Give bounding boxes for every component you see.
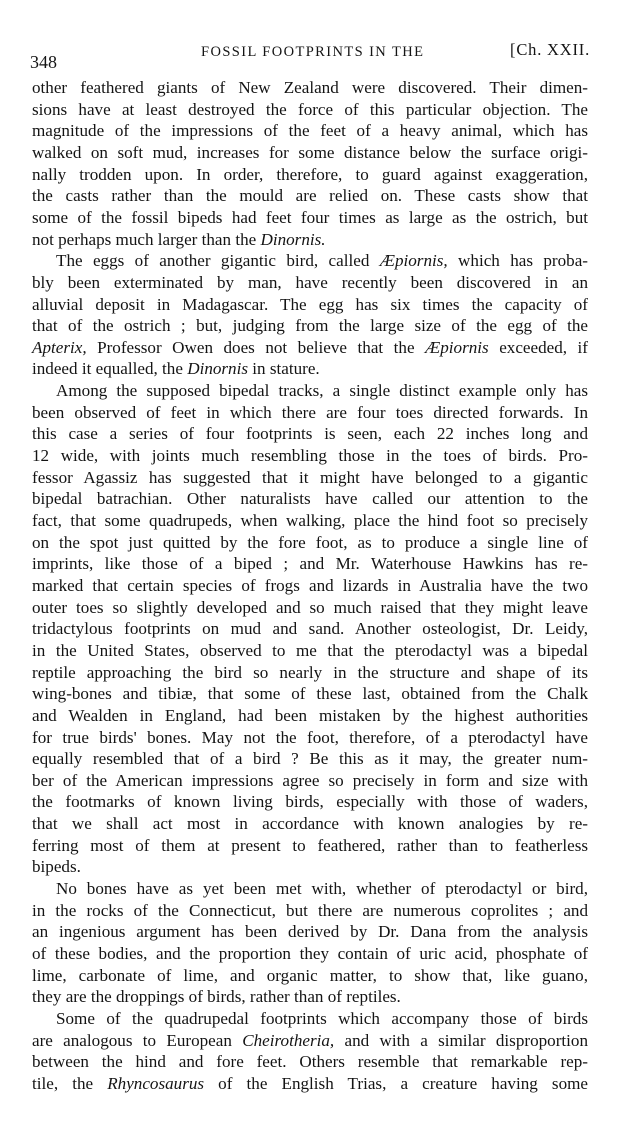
text-line	[32, 574, 588, 598]
text-line	[32, 682, 588, 706]
text-fragment: which has proba-	[447, 251, 588, 271]
text-fragment: been observed of feet in which there are four toes directed forwards. In	[32, 402, 588, 422]
text-line	[32, 487, 588, 511]
text-fragment: marked that certain species of frogs and lizards in Australia have the two	[32, 575, 588, 595]
text-line	[32, 184, 588, 208]
text-line	[32, 444, 588, 468]
text-line	[32, 747, 588, 771]
text-line	[32, 920, 588, 944]
text-fragment: the footmarks of known living birds, especially with those of waders,	[32, 792, 588, 812]
text-fragment: ber of the American impressions agree so precisely in form and size with	[32, 770, 588, 790]
text-line	[32, 314, 588, 338]
italic-term: Æpiornis,	[379, 251, 448, 271]
text-line	[32, 357, 320, 381]
text-fragment: Among the supposed bipedal tracks, a single distinct example only has	[56, 381, 588, 401]
text-fragment: reptile approaching the bird so nearly in the structure and shape of its	[32, 662, 588, 682]
body-text	[32, 76, 588, 1126]
text-line	[32, 379, 588, 403]
text-line	[32, 942, 588, 966]
text-fragment: Some of the quadrupedal footprints which accompany those of birds	[56, 1008, 588, 1028]
text-fragment: an ingenious argument has been derived by Dr. Dana from the analysis	[32, 922, 588, 942]
text-fragment: they are the droppings of birds, rather than of reptiles.	[32, 987, 401, 1007]
text-fragment: this case a series of four footprints is seen, each 22 inches long and	[32, 424, 588, 444]
text-line	[32, 1007, 588, 1031]
text-fragment: not perhaps much larger than the	[32, 229, 261, 249]
text-fragment: between the hind and fore feet. Others resemble that remarkable rep-	[32, 1052, 588, 1072]
text-line	[32, 422, 588, 446]
italic-term: Æpiornis	[425, 337, 489, 357]
text-line	[32, 76, 588, 100]
text-fragment: on the spot just quitted by the fore foot, as to produce a single line of	[32, 532, 588, 552]
text-line	[32, 964, 588, 988]
text-line	[32, 596, 588, 620]
page-header	[30, 40, 590, 72]
text-fragment: of these bodies, and the proportion they contain of uric acid, phosphate of	[32, 944, 588, 963]
italic-term: Dinornis.	[260, 229, 326, 249]
text-line	[32, 552, 588, 576]
text-fragment: and Wealden in England, had been mistaken by the highest authorities	[32, 705, 588, 725]
text-fragment: equally resembled that of a bird ? Be this as it may, the greater num-	[32, 749, 588, 769]
text-fragment: 12 wide, with joints much resembling those in the toes of birds. Pro-	[32, 446, 588, 466]
text-line	[32, 617, 588, 641]
text-fragment: tile, the	[32, 1073, 108, 1093]
text-line	[32, 812, 588, 836]
text-fragment: indeed it equalled, the	[32, 359, 188, 379]
text-fragment: bipedal batrachian. Other naturalists have called our attention to the	[32, 489, 588, 509]
text-fragment: outer toes so slightly developed and so much raised that they might leave	[32, 597, 588, 617]
text-line	[32, 141, 588, 165]
italic-term: Apterix,	[32, 337, 87, 357]
text-line	[32, 790, 588, 814]
text-fragment: The eggs of another gigantic bird, called	[56, 251, 380, 271]
text-fragment: that of the ostrich ; but, judging from the large size of the egg of the	[32, 316, 588, 336]
text-fragment: sions have at least destroyed the force of this particular objection. The	[32, 99, 588, 119]
text-line	[32, 271, 588, 295]
text-fragment: magnitude of the impressions of the feet of a heavy animal, which has	[32, 121, 588, 141]
text-line	[32, 726, 588, 750]
text-fragment: fessor Agassiz has suggested that it might have belonged to a gigantic	[32, 467, 588, 487]
text-fragment: imprints, like those of a biped ; and Mr. Waterhouse Hawkins has re-	[32, 554, 588, 574]
text-line	[32, 228, 326, 252]
text-fragment: the casts rather than the mould are relied on. These casts show that	[32, 186, 588, 206]
text-line	[32, 834, 588, 858]
text-line	[32, 206, 588, 230]
text-fragment: that we shall act most in accordance with known analogies by re-	[32, 814, 588, 834]
text-line	[32, 1050, 588, 1074]
text-line	[32, 466, 588, 490]
text-fragment: tridactylous footprints on mud and sand. Another osteologist, Dr. Leidy,	[32, 619, 588, 639]
text-fragment: nally trodden upon. In order, therefore, to guard against exaggeration,	[32, 164, 588, 184]
text-line	[32, 509, 588, 533]
text-line	[32, 401, 588, 425]
text-line	[32, 985, 401, 1009]
text-line	[32, 1029, 588, 1053]
text-fragment: in stature.	[248, 359, 320, 379]
text-fragment: in the United States, observed to me that the pterodactyl was a bipedal	[32, 640, 588, 660]
text-fragment: bly been exterminated by man, have recently been discovered in an	[32, 272, 588, 292]
italic-term: Dinornis	[187, 359, 249, 379]
text-line	[32, 249, 588, 273]
text-fragment: alluvial deposit in Madagascar. The egg has six times the capacity of	[32, 294, 588, 314]
chapter-reference: [Ch. XXII.	[510, 40, 590, 59]
text-fragment: of the English Trias, a creature having some	[204, 1073, 589, 1093]
text-line	[32, 704, 588, 728]
text-line	[32, 661, 588, 685]
text-fragment: fact, that some quadrupeds, when walking, place the hind foot so precisely	[32, 511, 588, 530]
text-line	[32, 899, 588, 923]
text-fragment: wing-bones and tibiæ, that some of these last, obtained from the Chalk	[32, 684, 588, 704]
running-title: FOSSIL FOOTPRINTS IN THE	[201, 44, 425, 60]
text-line	[32, 769, 588, 793]
text-fragment: exceeded, if	[488, 337, 588, 357]
text-fragment: in the rocks of the Connecticut, but there are numerous coprolites ; and	[32, 900, 588, 920]
text-fragment: Professor Owen does not believe that the	[86, 337, 426, 357]
text-line	[32, 855, 81, 879]
text-line	[32, 1072, 588, 1096]
italic-term: Cheirotheria,	[242, 1030, 335, 1050]
text-line	[32, 98, 588, 122]
text-line	[32, 119, 588, 143]
text-fragment: some of the fossil bipeds had feet four times as large as the ostrich, but	[32, 207, 588, 227]
text-fragment: No bones have as yet been met with, whether of pterodactyl or bird,	[56, 879, 588, 899]
text-fragment: are analogous to European	[32, 1030, 243, 1050]
text-line	[32, 877, 588, 901]
italic-term: Rhyncosaurus	[107, 1073, 205, 1093]
text-fragment: and with a similar disproportion	[334, 1030, 588, 1050]
text-fragment: ferring most of them at present to feathered, rather than to featherless	[32, 835, 588, 855]
text-fragment: other feathered giants of New Zealand were discovered. Their dimen-	[32, 78, 588, 97]
text-line	[32, 163, 588, 187]
page-number: 348	[30, 52, 57, 72]
text-line	[32, 293, 588, 317]
text-line	[32, 531, 588, 555]
text-fragment: lime, carbonate of lime, and organic matter, to show that, like guano,	[32, 965, 588, 985]
text-fragment: for true birds' bones. May not the foot, therefore, of a pterodactyl have	[32, 727, 588, 747]
text-fragment: bipeds.	[32, 857, 81, 877]
text-line	[32, 336, 588, 360]
text-fragment: walked on soft mud, increases for some distance below the surface origi-	[32, 142, 588, 162]
text-line	[32, 639, 588, 663]
